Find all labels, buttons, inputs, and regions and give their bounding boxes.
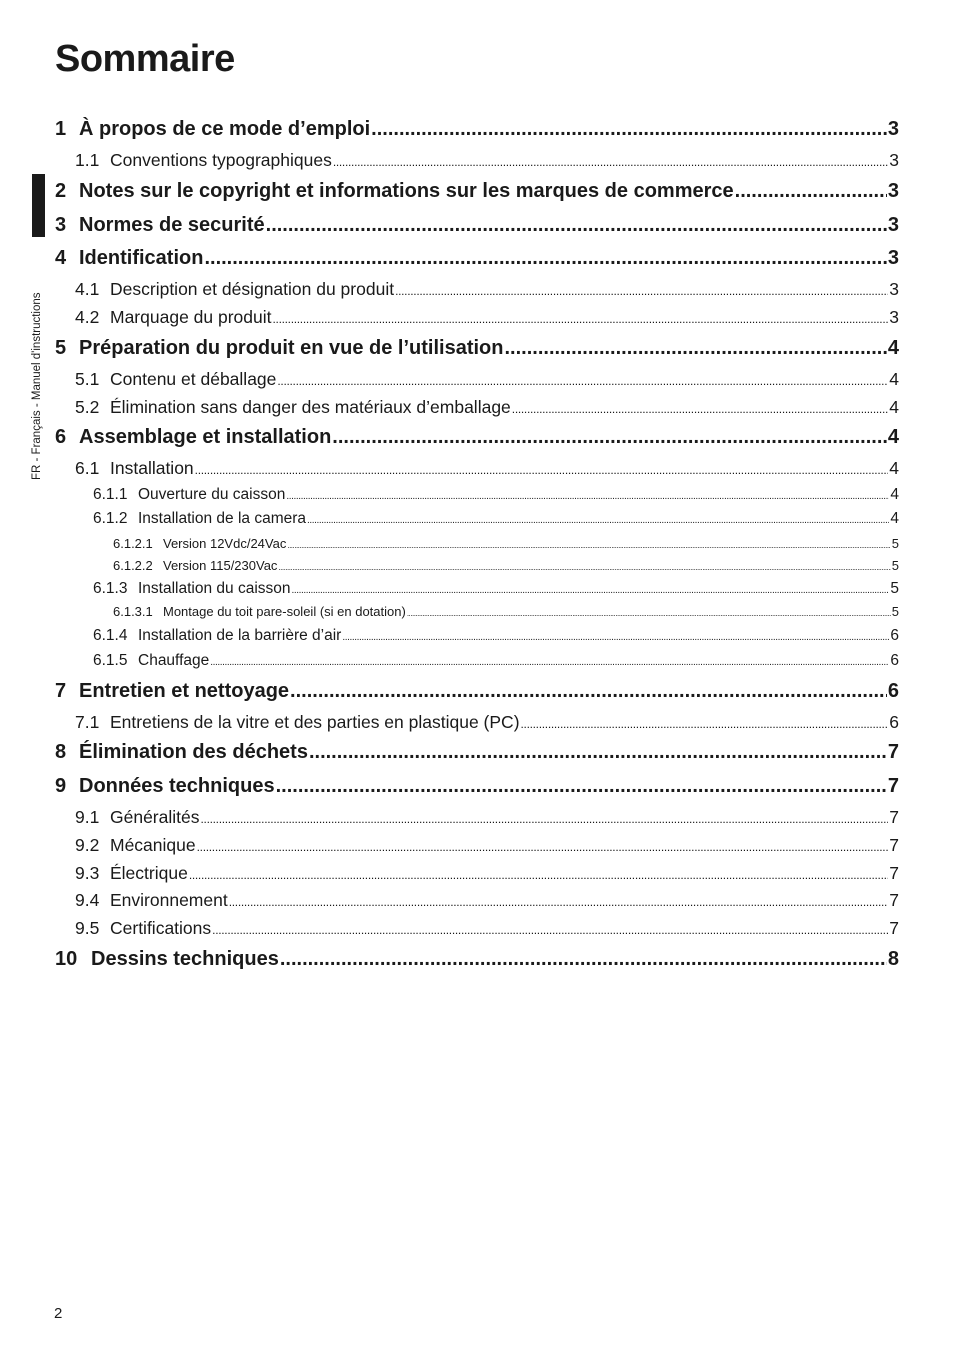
toc-entry[interactable] [55,458,899,479]
toc-entry-page: 5 [891,536,899,551]
toc-dot-leader [521,717,889,731]
toc-entry-number: 6.1.4 [93,627,128,644]
toc-entry[interactable] [55,214,899,237]
toc-entry-page: 4 [889,458,899,478]
toc-entry-label: Identification [79,247,204,269]
toc-entry-number: 5 [55,337,67,359]
toc-entry-label: Entretiens de la vitre et des parties en plastique (PC) [110,712,520,732]
toc-entry[interactable] [55,775,899,798]
toc-entry-number: 5.2 [75,397,100,417]
toc-entry-label: Élimination sans danger des matériaux d’emballage [110,397,511,417]
toc-entry-number: 1.1 [75,150,100,170]
toc-dot-leader [266,214,887,237]
toc-entry-page: 4 [887,426,899,448]
toc-entry-number: 6.1 [75,458,100,478]
toc-entry-number: 6.1.3 [93,580,128,597]
toc-entry-page: 7 [889,835,899,855]
toc-entry[interactable] [55,604,899,619]
toc-entry-page: 5 [891,604,899,619]
toc-entry-page: 7 [889,863,899,883]
toc-entry[interactable] [55,807,899,828]
toc-entry[interactable] [55,118,899,141]
toc-entry-label: Notes sur le copyright et informations sur les marques de commerce [79,180,734,202]
toc-dot-leader [212,923,888,937]
toc-dot-leader [276,775,887,798]
toc-entry-label: Élimination des déchets [79,741,308,763]
page-title: Sommaire [55,38,235,80]
toc-entry-number: 10 [55,948,78,970]
toc-entry-number: 1 [55,118,67,140]
toc-entry-label: Normes de securité [79,214,265,236]
toc-entry-number: 5.1 [75,369,100,389]
toc-entry-label: Électrique [110,863,188,883]
toc-entry-page: 3 [887,247,899,269]
toc-entry-number: 6.1.1 [93,486,128,503]
side-language-label: FR - Français - Manuel d'instructions [31,292,43,480]
toc-entry-page: 6 [889,712,899,732]
toc-dot-leader [278,563,890,572]
toc-entry-number: 4 [55,247,67,269]
toc-entry-label: Chauffage [138,652,210,669]
toc-entry[interactable] [55,627,899,645]
toc-dot-leader [210,657,889,668]
toc-dot-leader [371,118,887,141]
toc-entry-page: 6 [890,627,899,644]
toc-entry-page: 7 [887,741,899,763]
toc-entry-page: 3 [887,214,899,236]
toc-dot-leader [395,284,888,298]
toc-entry-label: Conventions typographiques [110,150,332,170]
toc-dot-leader [307,515,889,526]
toc-entry-label: Installation [110,458,194,478]
toc-entry-number: 9.3 [75,863,100,883]
toc-dot-leader [280,948,887,971]
toc-entry[interactable] [55,580,899,598]
toc-dot-leader [504,337,886,360]
page-number: 2 [54,1305,63,1322]
toc-entry-number: 7 [55,680,67,702]
toc-entry[interactable] [55,558,899,573]
toc-entry-page: 4 [887,337,899,359]
toc-dot-leader [229,895,889,909]
toc-entry-page: 3 [887,118,899,140]
toc-entry[interactable] [55,835,899,856]
toc-dot-leader [195,463,889,477]
toc-entry[interactable] [55,397,899,418]
toc-dot-leader [201,812,889,826]
toc-entry-label: Description et désignation du produit [110,279,395,299]
toc-entry-number: 6.1.5 [93,652,128,669]
toc-dot-leader [287,541,890,550]
toc-dot-leader [277,374,888,388]
toc-entry-number: 9.5 [75,918,100,938]
toc-dot-leader [309,741,887,764]
toc-entry[interactable] [55,426,899,449]
toc-dot-leader [286,491,889,502]
toc-entry-label: Installation de la camera [138,510,307,527]
toc-entry-page: 7 [889,807,899,827]
toc-entry[interactable] [55,890,899,911]
toc-entry-page: 4 [889,369,899,389]
toc-entry-page: 7 [887,775,899,797]
toc-entry-page: 4 [890,486,899,503]
toc-entry-page: 4 [890,510,899,527]
toc-entry-number: 9.2 [75,835,100,855]
toc-entry[interactable] [55,486,899,504]
toc-entry-label: Contenu et déballage [110,369,277,389]
toc-entry-page: 5 [890,580,899,597]
toc-entry-label: Assemblage et installation [79,426,332,448]
toc-entry-number: 4.2 [75,307,100,327]
toc-dot-leader [189,868,888,882]
toc-entry-page: 3 [889,279,899,299]
toc-entry-label: Installation de la barrière d’air [138,627,342,644]
toc-entry-number: 2 [55,180,67,202]
toc-entry-label: Données techniques [79,775,275,797]
toc-entry-label: Entretien et nettoyage [79,680,290,702]
toc-entry[interactable] [55,180,899,203]
toc-entry-label: Préparation du produit en vue de l’utilisation [79,337,504,359]
toc-entry[interactable] [55,863,899,884]
toc-entry-page: 6 [890,652,899,669]
toc-entry-label: Montage du toit pare-soleil (si en dotation) [163,604,406,619]
toc-entry-page: 6 [887,680,899,702]
toc-entry-number: 6 [55,426,67,448]
toc-entry-label: Installation du caisson [138,580,291,597]
toc-entry[interactable] [55,680,899,703]
toc-dot-leader [407,609,891,618]
toc-entry-label: À propos de ce mode d’emploi [79,118,371,140]
toc-dot-leader [512,402,888,416]
toc-entry-number: 8 [55,741,67,763]
toc-entry[interactable] [55,510,899,528]
toc-entry[interactable] [55,279,899,300]
toc-entry-number: 6.1.2.1 [113,536,153,551]
toc-entry-label: Ouverture du caisson [138,486,286,503]
toc-entry-label: Dessins techniques [91,948,279,970]
toc-entry-label: Généralités [110,807,200,827]
toc-entry-page: 7 [889,918,899,938]
toc-entry-number: 9.4 [75,890,100,910]
toc-dot-leader [332,426,887,449]
toc-entry-number: 9 [55,775,67,797]
toc-entry-page: 3 [889,307,899,327]
toc-entry-page: 3 [889,150,899,170]
toc-dot-leader [273,312,889,326]
toc-entry-label: Certifications [110,918,212,938]
toc-entry-page: 3 [887,180,899,202]
toc-entry[interactable] [55,918,899,939]
toc-entry-page: 8 [887,948,899,970]
toc-entry-label: Version 115/230Vac [163,558,278,573]
toc-entry-number: 7.1 [75,712,100,732]
toc-entry[interactable] [55,652,899,670]
toc-entry-number: 6.1.3.1 [113,604,153,619]
toc-entry[interactable] [55,247,899,270]
toc-dot-leader [204,247,886,270]
toc-entry[interactable] [55,741,899,764]
toc-entry[interactable] [55,369,899,390]
toc-entry-number: 4.1 [75,279,100,299]
toc-entry[interactable] [55,712,899,733]
toc-entry[interactable] [55,948,899,971]
toc-entry-label: Marquage du produit [110,307,272,327]
toc-entry-number: 9.1 [75,807,100,827]
toc-dot-leader [333,155,888,169]
toc-entry-label: Version 12Vdc/24Vac [163,536,287,551]
toc-entry[interactable] [55,536,899,551]
toc-dot-leader [342,632,889,643]
toc-entry-number: 6.1.2.2 [113,558,153,573]
toc-entry[interactable] [55,337,899,360]
toc-dot-leader [290,680,887,703]
toc-entry-page: 5 [891,558,899,573]
toc-dot-leader [292,585,890,596]
toc-dot-leader [197,840,889,854]
toc-entry[interactable] [55,150,899,171]
toc-entry-label: Environnement [110,890,228,910]
toc-entry-number: 3 [55,214,67,236]
toc-entry-page: 7 [889,890,899,910]
toc-entry-page: 4 [889,397,899,417]
toc-entry[interactable] [55,307,899,328]
toc-entry-number: 6.1.2 [93,510,128,527]
toc-entry-label: Mécanique [110,835,196,855]
toc-dot-leader [735,180,887,203]
